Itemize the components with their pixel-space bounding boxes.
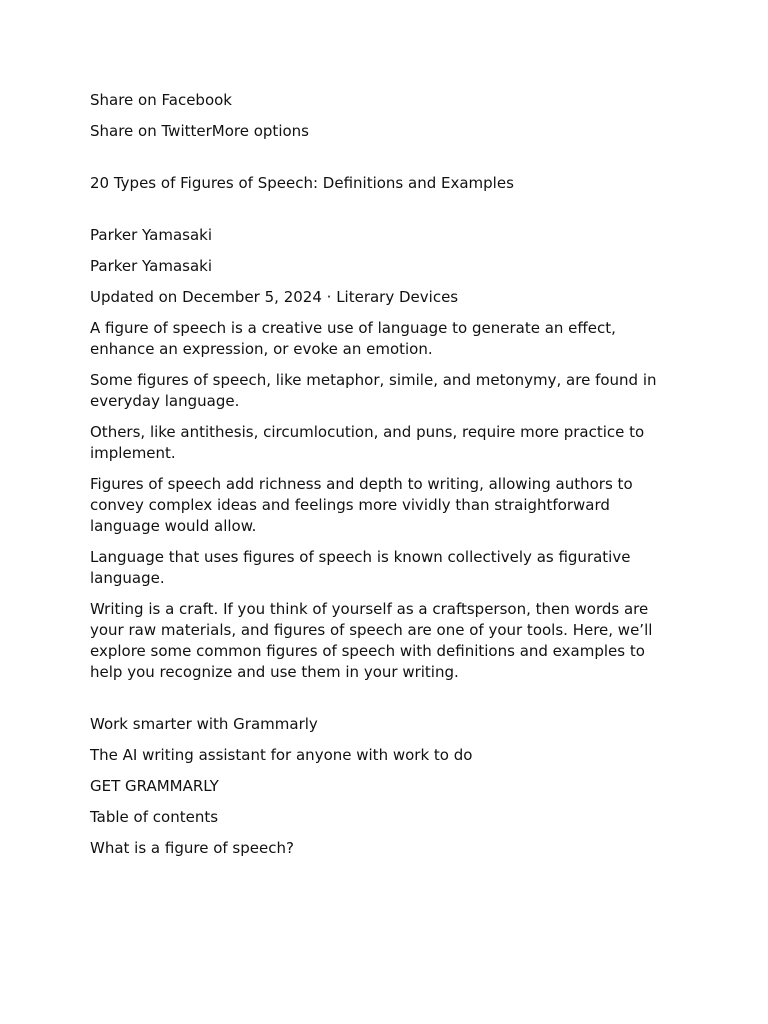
- article-paragraph: Language that uses figures of speech is known collectively as figurative language.: [90, 548, 631, 587]
- author-avatar: Parker Yamasaki: [90, 226, 212, 244]
- toc-item[interactable]: What is a figure of speech?: [90, 839, 294, 857]
- article-paragraph: Figures of speech add richness and depth to writing, allowing authors to convey complex ideas and feelings more vividly than straightforward language would allow.: [90, 475, 633, 535]
- article-paragraph: Others, like antithesis, circumlocution, and puns, require more practice to implement.: [90, 423, 645, 462]
- toc-label: Table of contents: [90, 808, 219, 826]
- category-link[interactable]: Literary Devices: [336, 288, 459, 306]
- promo-subheading: The AI writing assistant for anyone with work to do: [90, 746, 473, 764]
- share-facebook-link[interactable]: Share on Facebook: [90, 91, 232, 109]
- promo-heading: Work smarter with Grammarly: [90, 715, 318, 733]
- article-paragraph: Writing is a craft. If you think of yourself as a craftsperson, then words are your raw materials, and figures of speech are one of your tools. Here, we’ll explore some common figures of speech with definitions and examples to help you recognize and use them in your writing.: [90, 600, 653, 681]
- share-twitter-link[interactable]: Share on Twitter: [90, 122, 212, 140]
- article-title: 20 Types of Figures of Speech: Definitions and Examples: [90, 174, 514, 192]
- get-grammarly-button[interactable]: GET GRAMMARLY: [90, 777, 219, 795]
- more-options-button[interactable]: More options: [211, 122, 309, 140]
- author-name-link[interactable]: Parker Yamasaki: [90, 257, 212, 275]
- share-row: [90, 121, 678, 142]
- article-meta: [90, 287, 678, 308]
- article-paragraph: Some figures of speech, like metaphor, simile, and metonymy, are found in everyday language.: [90, 371, 657, 410]
- updated-date: Updated on December 5, 2024 ·: [90, 288, 337, 306]
- article-paragraph: A figure of speech is a creative use of language to generate an effect, enhance an expression, or evoke an emotion.: [90, 319, 616, 358]
